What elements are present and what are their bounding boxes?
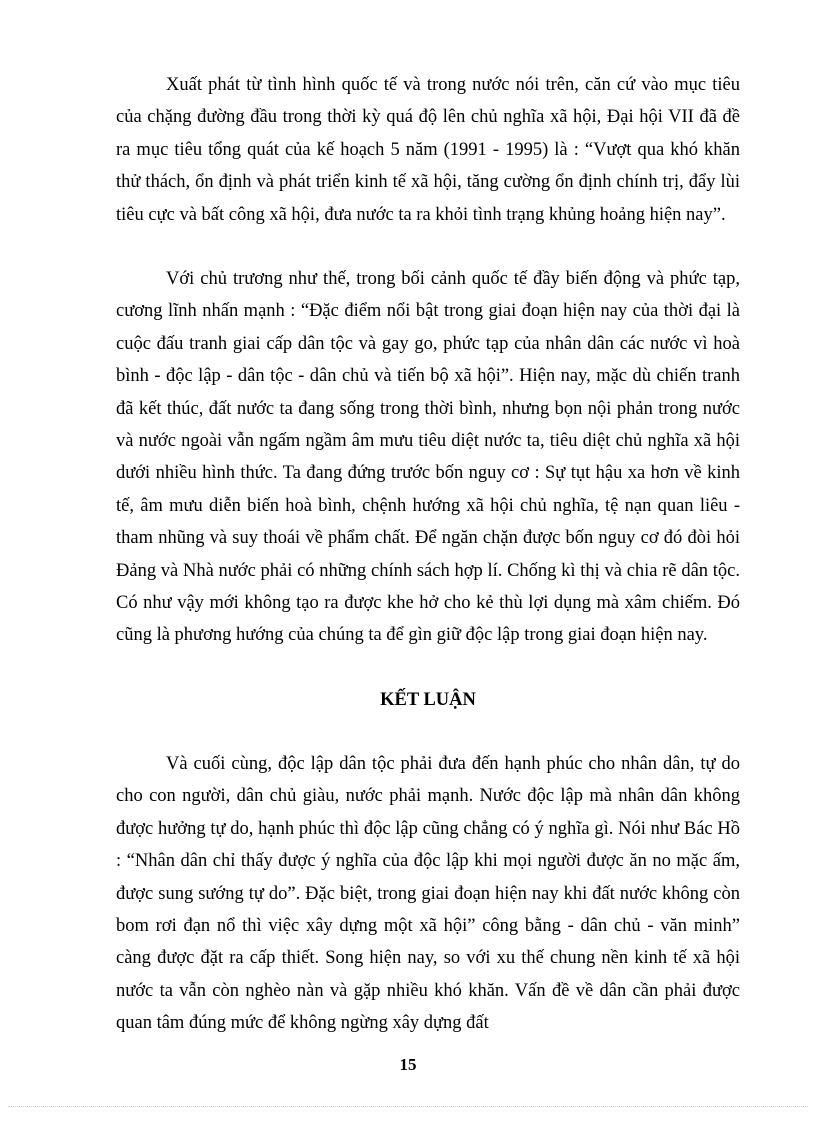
body-text-conclusion	[116, 748, 740, 1040]
body-text-top	[116, 69, 740, 231]
paragraph-1: Xuất phát từ tình hình quốc tế và trong nước nói trên, căn cứ vào mục tiêu của chặng đường đầu trong thời kỳ quá độ lên chủ nghĩa xã hội, Đại hội VII đã đề ra mục tiêu tổng quát của kế hoạch 5 năm (1991 - 1995) là : “Vượt qua khó khăn thử thách, ổn định và phát triển kinh tế xã hội, tăng cường ổn định chính trị, đẩy lùi tiêu cực và bất công xã hội, đưa nước ta ra khỏi tình trạng khủng hoảng hiện nay”.	[116, 75, 740, 225]
paragraph-2: Với chủ trương như thế, trong bối cảnh quốc tế đầy biến động và phức tạp, cương lĩnh nhấn mạnh : “Đặc điểm nổi bật trong giai đoạn hiện nay của thời đại là cuộc đấu tranh giai cấp dân tộc và gay go, phức tạp của nhân dân các nước vì hoà bình - độc lập - dân tộc - dân chủ và tiến bộ xã hội”. Hiện nay, mặc dù chiến tranh đã kết thúc, đất nước ta đang sống trong thời bình, nhưng bọn nội phản trong nước và nước ngoài vẫn ngấm ngầm âm mưu tiêu diệt nước ta, tiêu diệt chủ nghĩa xã hội dưới nhiều hình thức. Ta đang đứng trước bốn nguy cơ : Sự tụt hậu xa hơn về kinh tế, âm mưu diễn biến hoà bình, chệnh hướng xã hội chủ nghĩa, tệ nạn quan liêu - tham nhũng và suy thoái về phẩm chất. Để ngăn chặn được bốn nguy cơ đó đòi hỏi Đảng và Nhà nước phải có những chính sách hợp lí. Chống kì thị và chia rẽ dân tộc. Có như vậy mới không tạo ra được khe hở cho kẻ thù lợi dụng mà xâm chiếm. Đó cũng là phương hướng của chúng ta để gìn giữ độc lập trong giai đoạn hiện nay.	[116, 269, 740, 646]
conclusion-paragraph: Và cuối cùng, độc lập dân tộc phải đưa đến hạnh phúc cho nhân dân, tự do cho con người, dân chủ giàu, nước phải mạnh. Nước độc lập mà nhân dân không được hưởng tự do, hạnh phúc thì độc lập cũng chẳng có ý nghĩa gì. Nói như Bác Hồ : “Nhân dân chỉ thấy được ý nghĩa của độc lập khi mọi người được ăn no mặc ấm, được sung sướng tự do”. Đặc biệt, trong giai đoạn hiện nay khi đất nước không còn bom rơi đạn nổ thì việc xây dựng một xã hội” công bằng - dân chủ - văn minh” càng được đặt ra cấp thiết. Song hiện nay, so với xu thế chung nền kinh tế xã hội nước ta vẫn còn nghèo nàn và gặp nhiều khó khăn. Vấn đề về dân cần phải được quan tâm đúng mức để không ngừng xây dựng đất	[116, 754, 740, 1034]
section-heading: KẾT LUẬN	[380, 690, 476, 710]
page-number: 15	[399, 1055, 417, 1074]
page-bottom-divider	[8, 1106, 808, 1107]
body-text-middle	[116, 263, 740, 652]
